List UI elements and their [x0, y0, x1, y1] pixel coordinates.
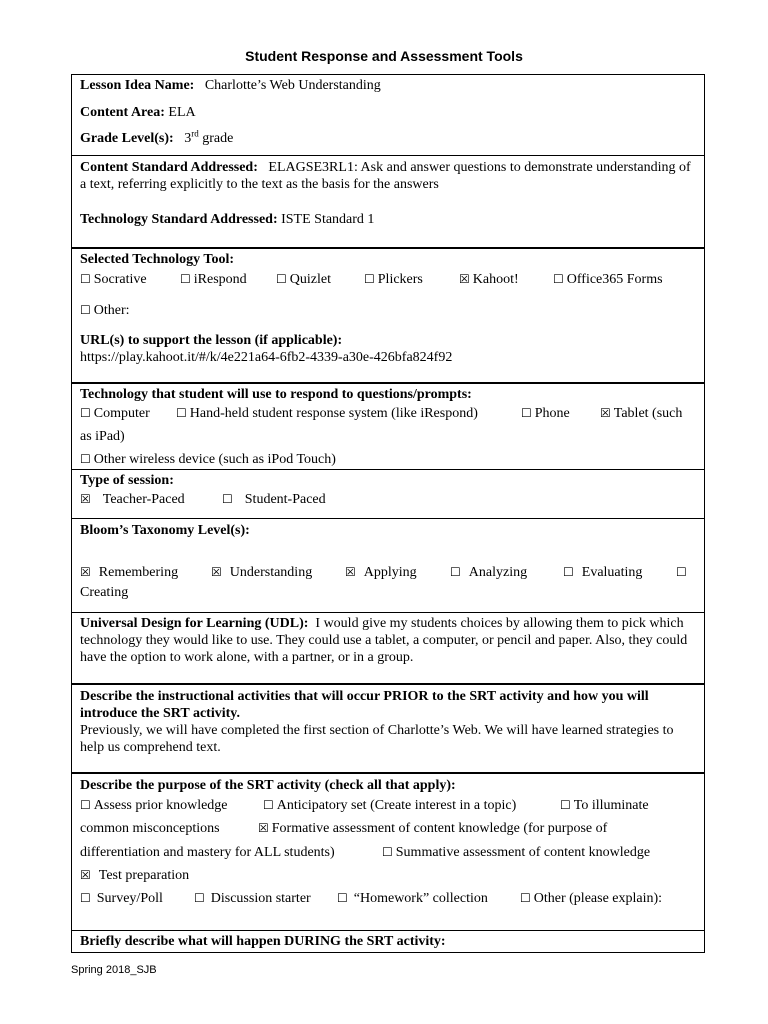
- lesson-name-value: Charlotte’s Web Understanding: [204, 78, 381, 93]
- tech-standard: [80, 211, 696, 228]
- content-area-value: ELA: [168, 105, 196, 120]
- device-option-wireless[interactable]: ☐ Other wireless device (such as iPod Touch): [80, 452, 336, 467]
- bloom-option-creating-box[interactable]: [676, 564, 690, 581]
- page-title: Student Response and Assessment Tools: [245, 48, 523, 64]
- udl-section: [72, 613, 704, 685]
- during-section: [72, 931, 704, 952]
- purpose-option-formative[interactable]: ☒ Formative assessment of content knowledge (for purpose of: [258, 821, 608, 836]
- device-option-tablet-cont: as iPad): [80, 429, 125, 444]
- checkbox-icon[interactable]: ☒: [80, 868, 91, 882]
- bloom-section: [72, 519, 704, 613]
- tool-section: [72, 249, 704, 384]
- tool-option-plickers[interactable]: ☐ Plickers: [364, 272, 423, 287]
- checkbox-icon[interactable]: ☐: [450, 565, 461, 579]
- bloom-option-remembering[interactable]: ☒ Remembering: [80, 565, 179, 580]
- purpose-option-illuminate-cont: common misconceptions: [80, 821, 220, 836]
- purpose-section: [72, 774, 704, 931]
- device-section: [72, 384, 704, 470]
- content-area-label: Content Area:: [80, 105, 165, 120]
- lesson-section: [72, 75, 704, 156]
- udl-value: I would give my students choices by allowing them to pick which technology they would like to use. They could use a tablet, a computer, or pencil and paper. Also, they could have the option to work alone, with a partner, or in a group.: [80, 616, 688, 665]
- checkbox-icon[interactable]: ☐: [180, 272, 191, 286]
- checkbox-icon[interactable]: ☐: [80, 303, 91, 317]
- purpose-option-other[interactable]: ☐ Other (please explain):: [520, 891, 663, 906]
- tool-label: Selected Technology Tool:: [80, 252, 235, 267]
- checkbox-icon[interactable]: ☒: [80, 565, 91, 579]
- url-label: URL(s) to support the lesson (if applicable):: [80, 333, 343, 348]
- bloom-option-analyzing[interactable]: ☐ Analyzing: [450, 565, 528, 580]
- device-label: Technology that student will use to respond to questions/prompts:: [80, 387, 472, 402]
- purpose-option-prior[interactable]: ☐ Assess prior knowledge: [80, 798, 228, 813]
- checkbox-icon[interactable]: ☒: [345, 565, 356, 579]
- standards-section: [72, 156, 704, 249]
- bloom-option-applying[interactable]: ☒ Applying: [345, 565, 417, 580]
- session-label: Type of session:: [80, 473, 174, 488]
- purpose-option-homework[interactable]: ☐ “Homework” collection: [337, 891, 488, 906]
- checkbox-icon[interactable]: ☐: [563, 565, 574, 579]
- content-standard-label: Content Standard Addressed:: [80, 160, 258, 175]
- checkbox-icon[interactable]: ☒: [459, 272, 470, 286]
- purpose-option-summative[interactable]: ☐ Summative assessment of content knowledge: [382, 845, 651, 860]
- lesson-name-label: Lesson Idea Name:: [80, 78, 195, 93]
- tool-option-socrative[interactable]: ☐ Socrative: [80, 272, 147, 287]
- tool-option-other[interactable]: ☐ Other:: [80, 303, 130, 318]
- checkbox-icon[interactable]: ☐: [560, 798, 571, 812]
- udl-text: [80, 615, 696, 666]
- checkbox-icon[interactable]: ☒: [80, 492, 91, 506]
- content-standard: [80, 159, 696, 193]
- grade-level-suffix: rd: [191, 128, 199, 139]
- purpose-option-test-prep[interactable]: ☒ Test preparation: [80, 868, 190, 883]
- purpose-option-formative-cont: differentiation and mastery for ALL students): [80, 845, 335, 860]
- tech-standard-value: ISTE Standard 1: [281, 212, 375, 227]
- session-section: [72, 470, 704, 519]
- checkbox-icon[interactable]: ☐: [80, 798, 91, 812]
- tech-standard-label: Technology Standard Addressed:: [80, 212, 278, 227]
- content-standard-value: ELAGSE3RL1: Ask and answer questions to demonstrate understanding of a text, referring explicitly to the text as the basis for the answers: [80, 160, 691, 192]
- session-option-teacher[interactable]: ☒ Teacher-Paced: [80, 492, 185, 507]
- purpose-option-discussion[interactable]: ☐ Discussion starter: [194, 891, 311, 906]
- purpose-option-anticipatory[interactable]: ☐ Anticipatory set (Create interest in a topic): [263, 798, 517, 813]
- checkbox-icon[interactable]: ☒: [600, 406, 611, 420]
- grade-level-rest: grade: [198, 131, 234, 146]
- checkbox-icon[interactable]: ☐: [276, 272, 287, 286]
- checkbox-icon[interactable]: ☐: [263, 798, 274, 812]
- content-area-row: [80, 104, 696, 121]
- checkbox-icon[interactable]: ☐: [521, 406, 532, 420]
- checkbox-icon[interactable]: ☐: [222, 492, 233, 506]
- grade-level-label: Grade Level(s):: [80, 131, 174, 146]
- bloom-option-evaluating[interactable]: ☐ Evaluating: [563, 565, 643, 580]
- checkbox-icon[interactable]: ☐: [80, 452, 91, 466]
- checkbox-icon[interactable]: ☐: [520, 891, 531, 905]
- form-table: [71, 74, 705, 953]
- checkbox-icon[interactable]: ☐: [553, 272, 564, 286]
- lesson-name-row: [80, 77, 696, 94]
- url-link[interactable]: https://play.kahoot.it/#/k/4e221a64-6fb2-4339-a30e-426bfa824f92: [80, 350, 453, 365]
- grade-level-row: [80, 130, 696, 147]
- bloom-label: Bloom’s Taxonomy Level(s):: [80, 523, 250, 538]
- tool-option-quizlet[interactable]: ☐ Quizlet: [276, 272, 331, 287]
- device-option-handheld[interactable]: ☐ Hand-held student response system (like iRespond): [176, 406, 478, 421]
- device-option-computer[interactable]: ☐ Computer: [80, 406, 150, 421]
- device-option-phone[interactable]: ☐ Phone: [521, 406, 570, 421]
- checkbox-icon[interactable]: ☐: [80, 891, 91, 905]
- checkbox-icon[interactable]: ☐: [194, 891, 205, 905]
- checkbox-icon[interactable]: ☐: [382, 845, 393, 859]
- bloom-option-understanding[interactable]: ☒ Understanding: [211, 565, 313, 580]
- tool-option-irespond[interactable]: ☐ iRespond: [180, 272, 247, 287]
- udl-label: Universal Design for Learning (UDL):: [80, 616, 309, 631]
- checkbox-icon[interactable]: ☐: [676, 565, 687, 579]
- tool-option-kahoot[interactable]: ☒ Kahoot!: [459, 272, 519, 287]
- checkbox-icon[interactable]: ☐: [337, 891, 348, 905]
- purpose-label: Describe the purpose of the SRT activity (check all that apply):: [80, 778, 456, 793]
- purpose-option-survey[interactable]: ☐ Survey/Poll: [80, 891, 163, 906]
- checkbox-icon[interactable]: ☐: [176, 406, 187, 420]
- checkbox-icon[interactable]: ☐: [80, 406, 91, 420]
- device-option-tablet[interactable]: ☒ Tablet (such: [600, 406, 683, 421]
- prior-section: [72, 685, 704, 774]
- grade-level-number: 3: [184, 131, 192, 146]
- bloom-option-creating: Creating: [80, 585, 129, 600]
- prior-value: Previously, we will have completed the first section of Charlotte’s Web. We will have learned strategies to help us comprehend text.: [80, 723, 674, 755]
- during-label: Briefly describe what will happen DURING the SRT activity:: [80, 934, 446, 949]
- session-option-student[interactable]: ☐ Student-Paced: [222, 492, 326, 507]
- purpose-option-illuminate[interactable]: ☐ To illuminate: [560, 798, 649, 813]
- prior-label: Describe the instructional activities that will occur PRIOR to the SRT activity and how you will introduce the SRT activity.: [80, 689, 649, 721]
- checkbox-icon[interactable]: ☒: [211, 565, 222, 579]
- checkbox-icon[interactable]: ☐: [80, 272, 91, 286]
- tool-option-office365[interactable]: ☐ Office365 Forms: [553, 272, 663, 287]
- footer-text: Spring 2018_SJB: [71, 964, 157, 976]
- checkbox-icon[interactable]: ☒: [258, 821, 269, 835]
- checkbox-icon[interactable]: ☐: [364, 272, 375, 286]
- prior-text: [80, 688, 696, 756]
